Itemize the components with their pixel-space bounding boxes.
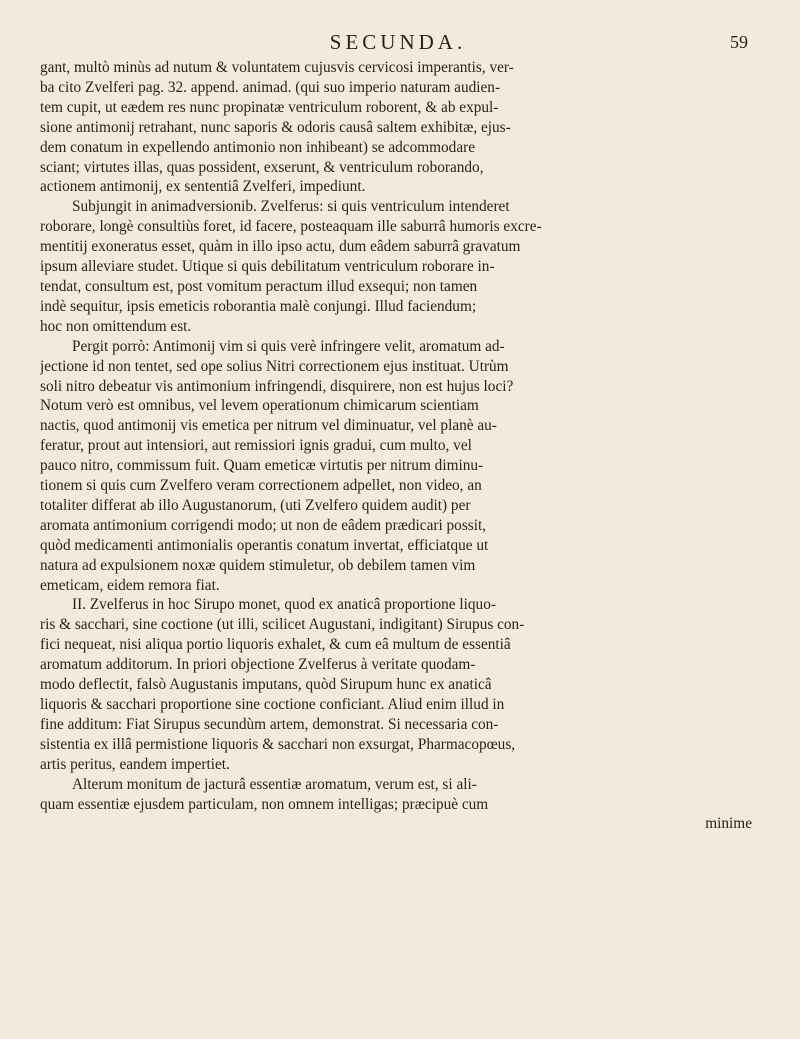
text-line: Notum verò est omnibus, vel levem operationum chimicarum scientiam xyxy=(40,397,479,415)
text-line: mentitij exoneratus esset, quàm in illo ipso actu, dum eâdem saburrâ gravatum xyxy=(40,238,521,256)
page-header xyxy=(40,14,756,54)
text-line: sciant; virtutes illas, quas possident, exserunt, & ventriculum roborando, xyxy=(40,158,484,176)
text-line: pauco nitro, commissum fuit. Quam emeticæ virtutis per nitrum diminu- xyxy=(40,457,484,475)
text-line: soli nitro debeatur vis antimonium infringendi, disquirere, non est hujus loci? xyxy=(40,377,514,395)
text-line: actionem antimonij, ex sententiâ Zvelferi, impediunt. xyxy=(40,178,366,196)
page-number: 59 xyxy=(730,32,748,52)
text-line: fici nequeat, nisi aliqua portio liquoris exhalet, & cum eâ multum de essentiâ xyxy=(40,636,511,654)
text-line: hoc non omittendum est. xyxy=(40,317,192,335)
text-line: aromata antimonium corrigendi modo; ut non de eâdem prædicari possit, xyxy=(40,516,487,534)
text-line: ris & sacchari, sine coctione (ut illi, scilicet Augustani, indigitant) Sirupus con- xyxy=(40,616,525,634)
text-line: natura ad expulsionem noxæ quidem stimuletur, ob debilem tamen vim xyxy=(40,556,476,574)
text-line: indè sequitur, ipsis emeticis roborantia malè conjungi. Illud faciendum; xyxy=(40,297,477,315)
text-line: nactis, quod antimonij vis emetica per nitrum vel diminuatur, vel planè au- xyxy=(40,417,497,435)
text-line: ipsum alleviare studet. Utique si quis debilitatum ventriculum roborare in- xyxy=(40,258,495,276)
text-line: emeticam, eidem remora fiat. xyxy=(40,576,220,594)
text-line: liquoris & sacchari proportione sine coctione conficiant. Aliud enim illud in xyxy=(40,696,505,713)
text-line: Pergit porrò: Antimonij vim si quis verè infringere velit, aromatum ad- xyxy=(72,337,505,355)
text-line: dem conatum in expellendo antimonio non inhibeant) se adcommodare xyxy=(40,138,475,156)
text-line: tendat, consultum est, post vomitum peractum illud exsequi; non tamen xyxy=(40,277,478,295)
text-line: quam essentiæ ejusdem particulam, non omnem intelligas; præcipuè cum xyxy=(40,795,489,813)
catchword: minime xyxy=(705,815,752,833)
text-line: sistentia ex illâ permistione liquoris & sacchari non exsurgat, Pharmacopœus, xyxy=(40,735,516,753)
text-line: quòd medicamenti antimonialis operantis conatum invertat, efficiatque ut xyxy=(40,536,489,554)
text-line: ba cito Zvelferi pag. 32. append. animad. (qui suo imperio naturam audien- xyxy=(40,78,501,96)
text-line: feratur, prout aut intensiori, aut remissiori ignis gradui, cum multo, vel xyxy=(40,437,472,455)
text-body xyxy=(40,58,756,834)
text-line: roborare, longè consultiùs foret, id facere, posteaquam ille saburrâ humoris excre- xyxy=(40,218,542,236)
text-line: jectione id non tentet, sed ope solius Nitri correctionem ejus instituat. Utrùm xyxy=(40,357,509,375)
running-title: SECUNDA. xyxy=(329,30,467,54)
text-line: Subjungit in animadversionib. Zvelferus: si quis ventriculum intenderet xyxy=(72,198,510,216)
text-line: artis peritus, eandem impertiet. xyxy=(40,755,230,773)
text-line: Alterum monitum de jacturâ essentiæ aromatum, verum est, si ali- xyxy=(72,775,477,793)
text-line: gant, multò minùs ad nutum & voluntatem cujusvis cervicosi imperantis, ver- xyxy=(40,59,514,76)
text-line: tem cupit, ut eædem res nunc propinatæ ventriculum roborent, & ab expul- xyxy=(40,98,499,116)
text-line: aromatum additorum. In priori objectione Zvelferus à veritate quodam- xyxy=(40,656,476,674)
text-line: sione antimonij retrahant, nunc saporis & odoris causâ saltem exhibitæ, ejus- xyxy=(40,118,511,136)
text-line: fine additum: Fiat Sirupus secundùm artem, demonstrat. Si necessaria con- xyxy=(40,715,499,733)
text-line: modo deflectit, falsò Augustanis imputans, quòd Sirupum hunc ex anaticâ xyxy=(40,676,492,694)
text-line: totaliter differat ab illo Augustanorum, (uti Zvelfero quidem audit) per xyxy=(40,496,471,514)
text-line: II. Zvelferus in hoc Sirupo monet, quod ex anaticâ proportione liquo- xyxy=(72,596,496,614)
text-line: tionem si quis cum Zvelfero veram correctionem adpellet, non video, an xyxy=(40,477,482,495)
